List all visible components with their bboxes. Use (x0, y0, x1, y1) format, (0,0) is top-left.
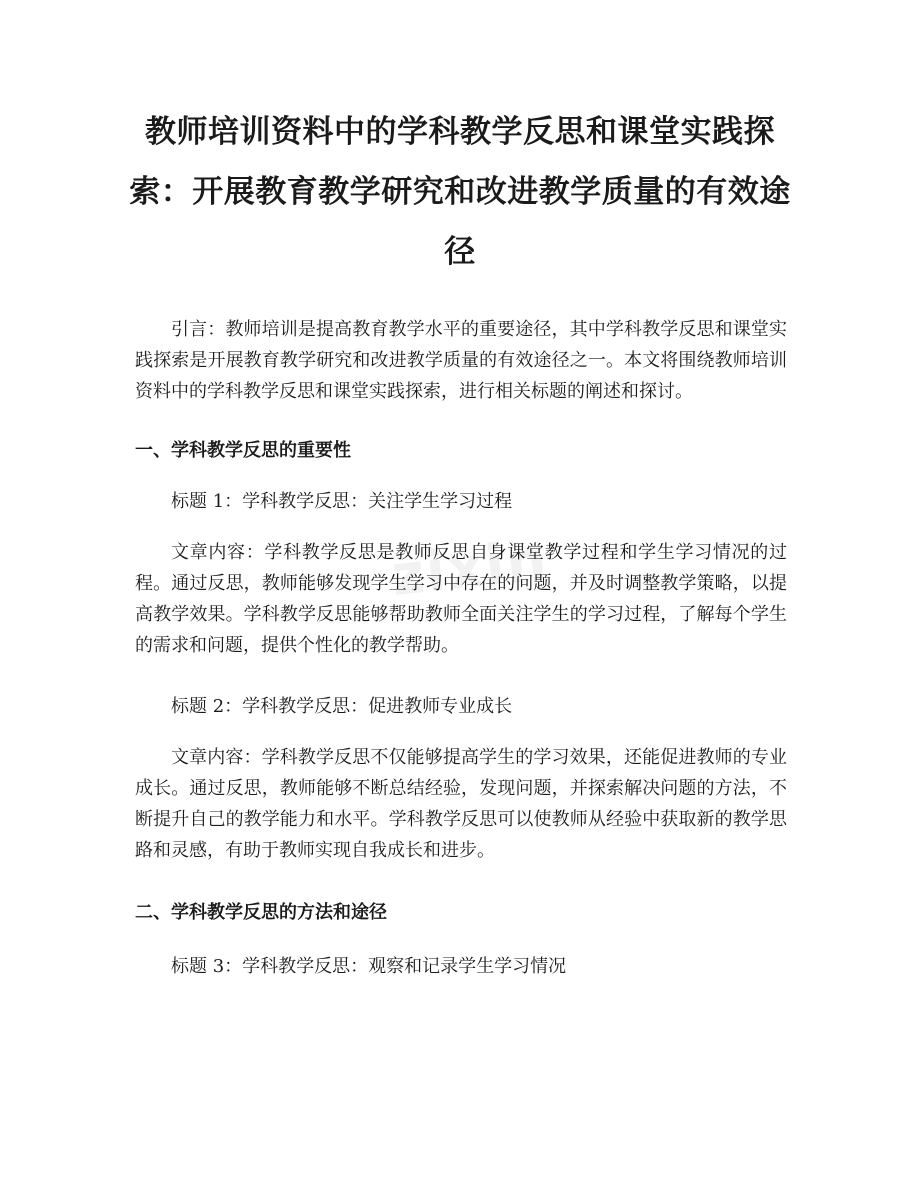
section-2-heading: 二、学科教学反思的方法和途径 (135, 902, 387, 923)
subtitle-1: 标题 1：学科教学反思：关注学生学习过程 (171, 491, 513, 512)
subtitle-1-content: 文章内容：学科教学反思是教师反思自身课堂教学过程和学生学习情况的过程。通过反思，教师能够发现学生学习中存在的问题，并及时调整教学策略，以提高教学效果。学科教学反思能够帮助教师全面关注学生的学习过程，了解每个学生的需求和问题，提供个性化的教学帮助。 (135, 542, 787, 656)
subtitle-2: 标题 2：学科教学反思：促进教师专业成长 (171, 696, 513, 717)
intro-paragraph: 引言：教师培训是提高教育教学水平的重要途径，其中学科教学反思和课堂实践探索是开展教育教学研究和改进教学质量的有效途径之一。本文将围绕教师培训资料中的学科教学反思和课堂实践探索，进行相关标题的阐述和探讨。 (135, 319, 787, 402)
document-title: 教师培训资料中的学科教学反思和课堂实践探索：开展教育教学研究和改进教学质量的有效途径 (129, 114, 791, 270)
watermark: zixin (388, 527, 552, 610)
subtitle-3: 标题 3：学科教学反思：观察和记录学生学习情况 (171, 956, 567, 977)
subtitle-2-content: 文章内容：学科教学反思不仅能够提高学生的学习效果，还能促进教师的专业成长。通过反思，教师能够不断总结经验，发现问题，并探索解决问题的方法，不断提升自己的教学能力和水平。学科教学反思可以使教师从经验中获取新的教学思路和灵感，有助于教师实现自我成长和进步。 (135, 747, 787, 861)
section-1-heading: 一、学科教学反思的重要性 (135, 440, 351, 461)
